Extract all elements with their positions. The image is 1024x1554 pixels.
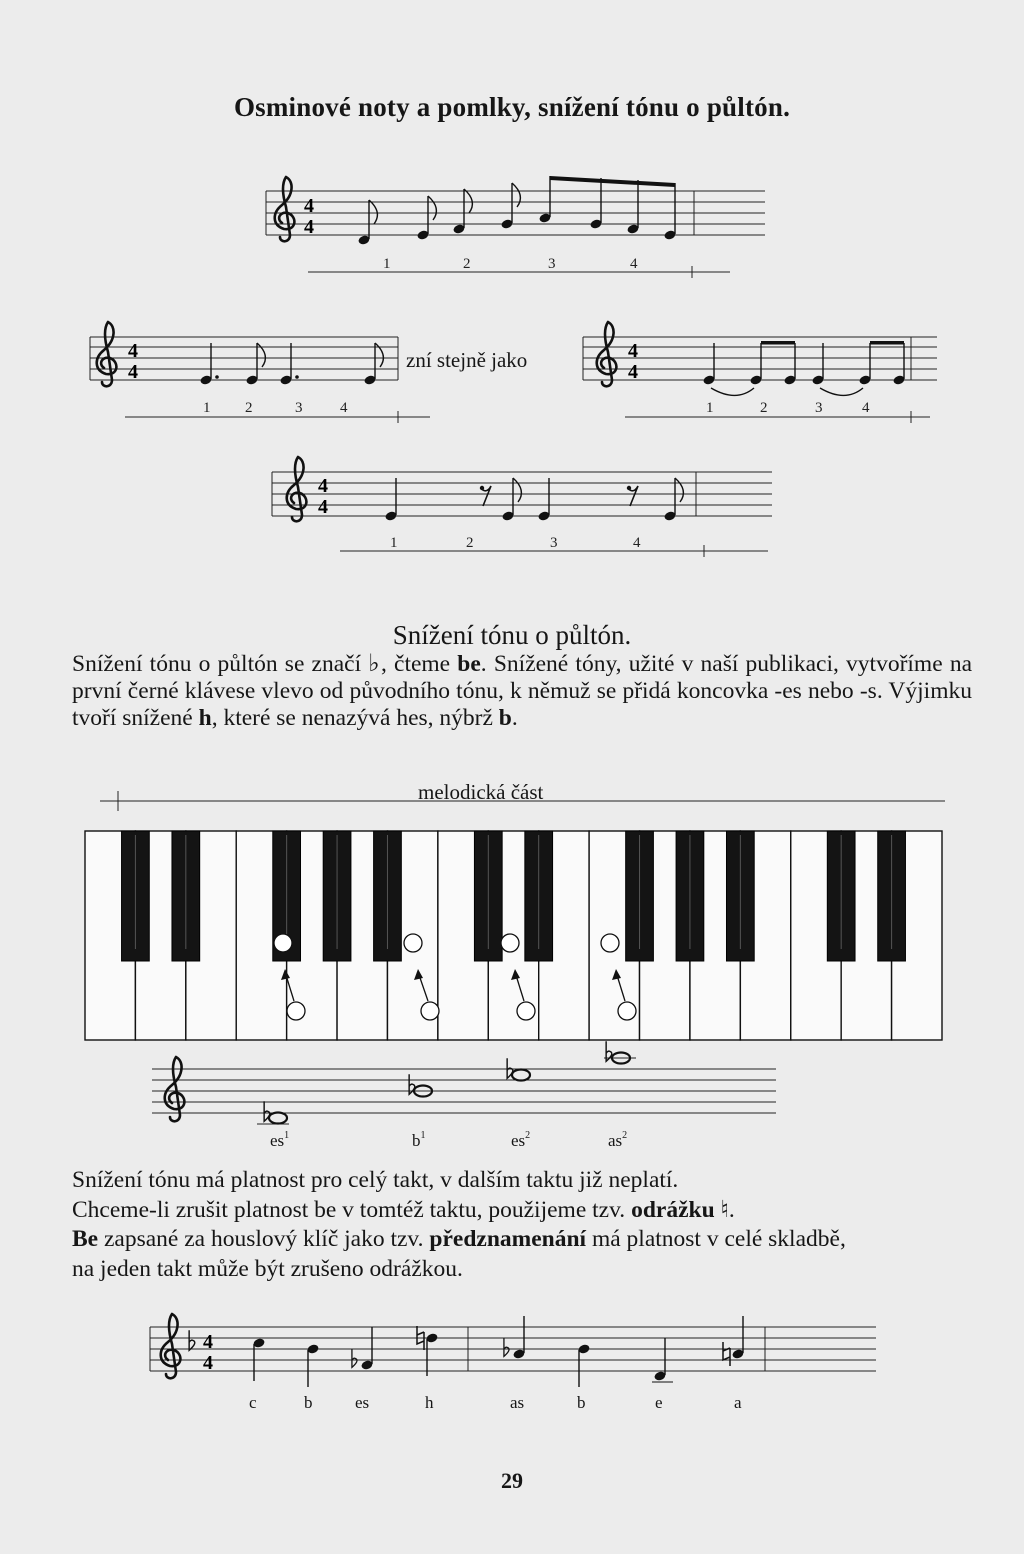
treble-clef-icon xyxy=(165,1057,185,1121)
flat-icon xyxy=(352,1349,357,1367)
note-name-b1: b xyxy=(412,1131,421,1150)
count-1: 1 xyxy=(390,535,398,551)
svg-text:as2: $as^2$ xyxy=(608,1130,628,1150)
note-name-a: a xyxy=(734,1393,742,1412)
svg-text:4: 4 xyxy=(318,475,328,497)
svg-text:4: 4 xyxy=(628,361,638,383)
svg-text:4: 4 xyxy=(128,361,138,383)
svg-text:4: 4 xyxy=(304,216,314,238)
svg-text:4: 4 xyxy=(203,1352,213,1374)
flat-section-heading: Snížení tónu o půltón. xyxy=(392,620,632,650)
flat-icon: ♭ xyxy=(368,651,381,677)
page-number: 29 xyxy=(501,1468,523,1493)
note-name-as2: as xyxy=(608,1131,623,1150)
rhythm-example-1 xyxy=(266,176,765,278)
note-name-b: b xyxy=(304,1393,313,1412)
count-3: 3 xyxy=(548,256,556,272)
svg-text:4: 4 xyxy=(318,496,328,518)
rule-line-1: Snížení tónu má platnost pro celý takt, v dalším taktu již neplatí. xyxy=(72,1167,679,1193)
flat-notes-staff xyxy=(152,1041,776,1150)
treble-clef-icon xyxy=(161,1314,181,1378)
count-2: 2 xyxy=(466,535,474,551)
flat-explanation: Snížení tónu o půltón se značí ♭, čteme be. Snížené tóny, užité v naší publikaci, vytvoříme na první černé klávese vlevo od původního tónu, k němuž se přidá koncovka -es nebo -s. Výjimku tvoří snížené h, které se nenazývá hes, nýbrž b. xyxy=(72,651,973,731)
note-name-h: h xyxy=(425,1393,434,1412)
melodic-part-label: melodická část xyxy=(418,780,544,804)
count-3: 3 xyxy=(815,400,823,416)
svg-text:4: 4 xyxy=(128,340,138,362)
note-name-es1: es xyxy=(270,1131,285,1150)
treble-clef-icon xyxy=(97,322,117,386)
page-title: Osminové noty a pomlky, snížení tónu o půltón. xyxy=(233,92,791,122)
note-name-as: as xyxy=(510,1393,525,1412)
count-4: 4 xyxy=(862,400,870,416)
note-name-b: b xyxy=(577,1393,586,1412)
count-2: 2 xyxy=(760,400,768,416)
note-name-es: es xyxy=(355,1393,370,1412)
rule-line-4: na jeden takt může být zrušeno odrážkou. xyxy=(72,1255,463,1282)
count-3: 3 xyxy=(550,535,558,551)
rule-line-2: Chceme-li zrušit platnost be v tomtéž taktu, použijeme tzv. odrážku ♮. xyxy=(72,1196,735,1223)
count-1: 1 xyxy=(383,256,391,272)
count-1: 1 xyxy=(706,400,714,416)
sounds-same-as-label: zní stejně jako xyxy=(406,348,528,372)
count-4: 4 xyxy=(340,400,348,416)
flat-icon xyxy=(504,1338,509,1356)
rhythm-example-3 xyxy=(583,322,937,423)
rule-line-3: Be zapsané za houslový klíč jako tzv. předznamenání má platnost v celé skladbě, xyxy=(72,1226,846,1252)
svg-text:es2: $es^2$ xyxy=(511,1130,531,1150)
count-2: 2 xyxy=(463,256,471,272)
count-4: 4 xyxy=(630,256,638,272)
svg-text:4: 4 xyxy=(203,1331,213,1353)
treble-clef-icon xyxy=(287,457,307,521)
rhythm-example-2 xyxy=(90,322,527,423)
keyboard-diagram xyxy=(85,780,945,1040)
count-2: 2 xyxy=(245,400,253,416)
treble-clef-icon xyxy=(597,322,617,386)
count-4: 4 xyxy=(633,535,641,551)
svg-text:4: 4 xyxy=(628,340,638,362)
note-name-c: c xyxy=(249,1393,257,1412)
count-3: 3 xyxy=(295,400,303,416)
note-name-e: e xyxy=(655,1393,663,1412)
count-1: 1 xyxy=(203,400,211,416)
treble-clef-icon xyxy=(275,177,295,241)
natural-icon: ♮ xyxy=(720,1196,729,1223)
flat-rules xyxy=(72,1166,972,1284)
svg-text:es1: $es^1$ xyxy=(270,1130,290,1150)
final-example-staff xyxy=(150,1314,876,1412)
svg-text:b1: $b^1$ xyxy=(412,1130,426,1150)
note-name-es2: es xyxy=(511,1131,526,1150)
rhythm-example-4 xyxy=(272,457,772,557)
svg-text:4: 4 xyxy=(304,195,314,217)
key-signature-flat-icon xyxy=(189,1330,195,1350)
